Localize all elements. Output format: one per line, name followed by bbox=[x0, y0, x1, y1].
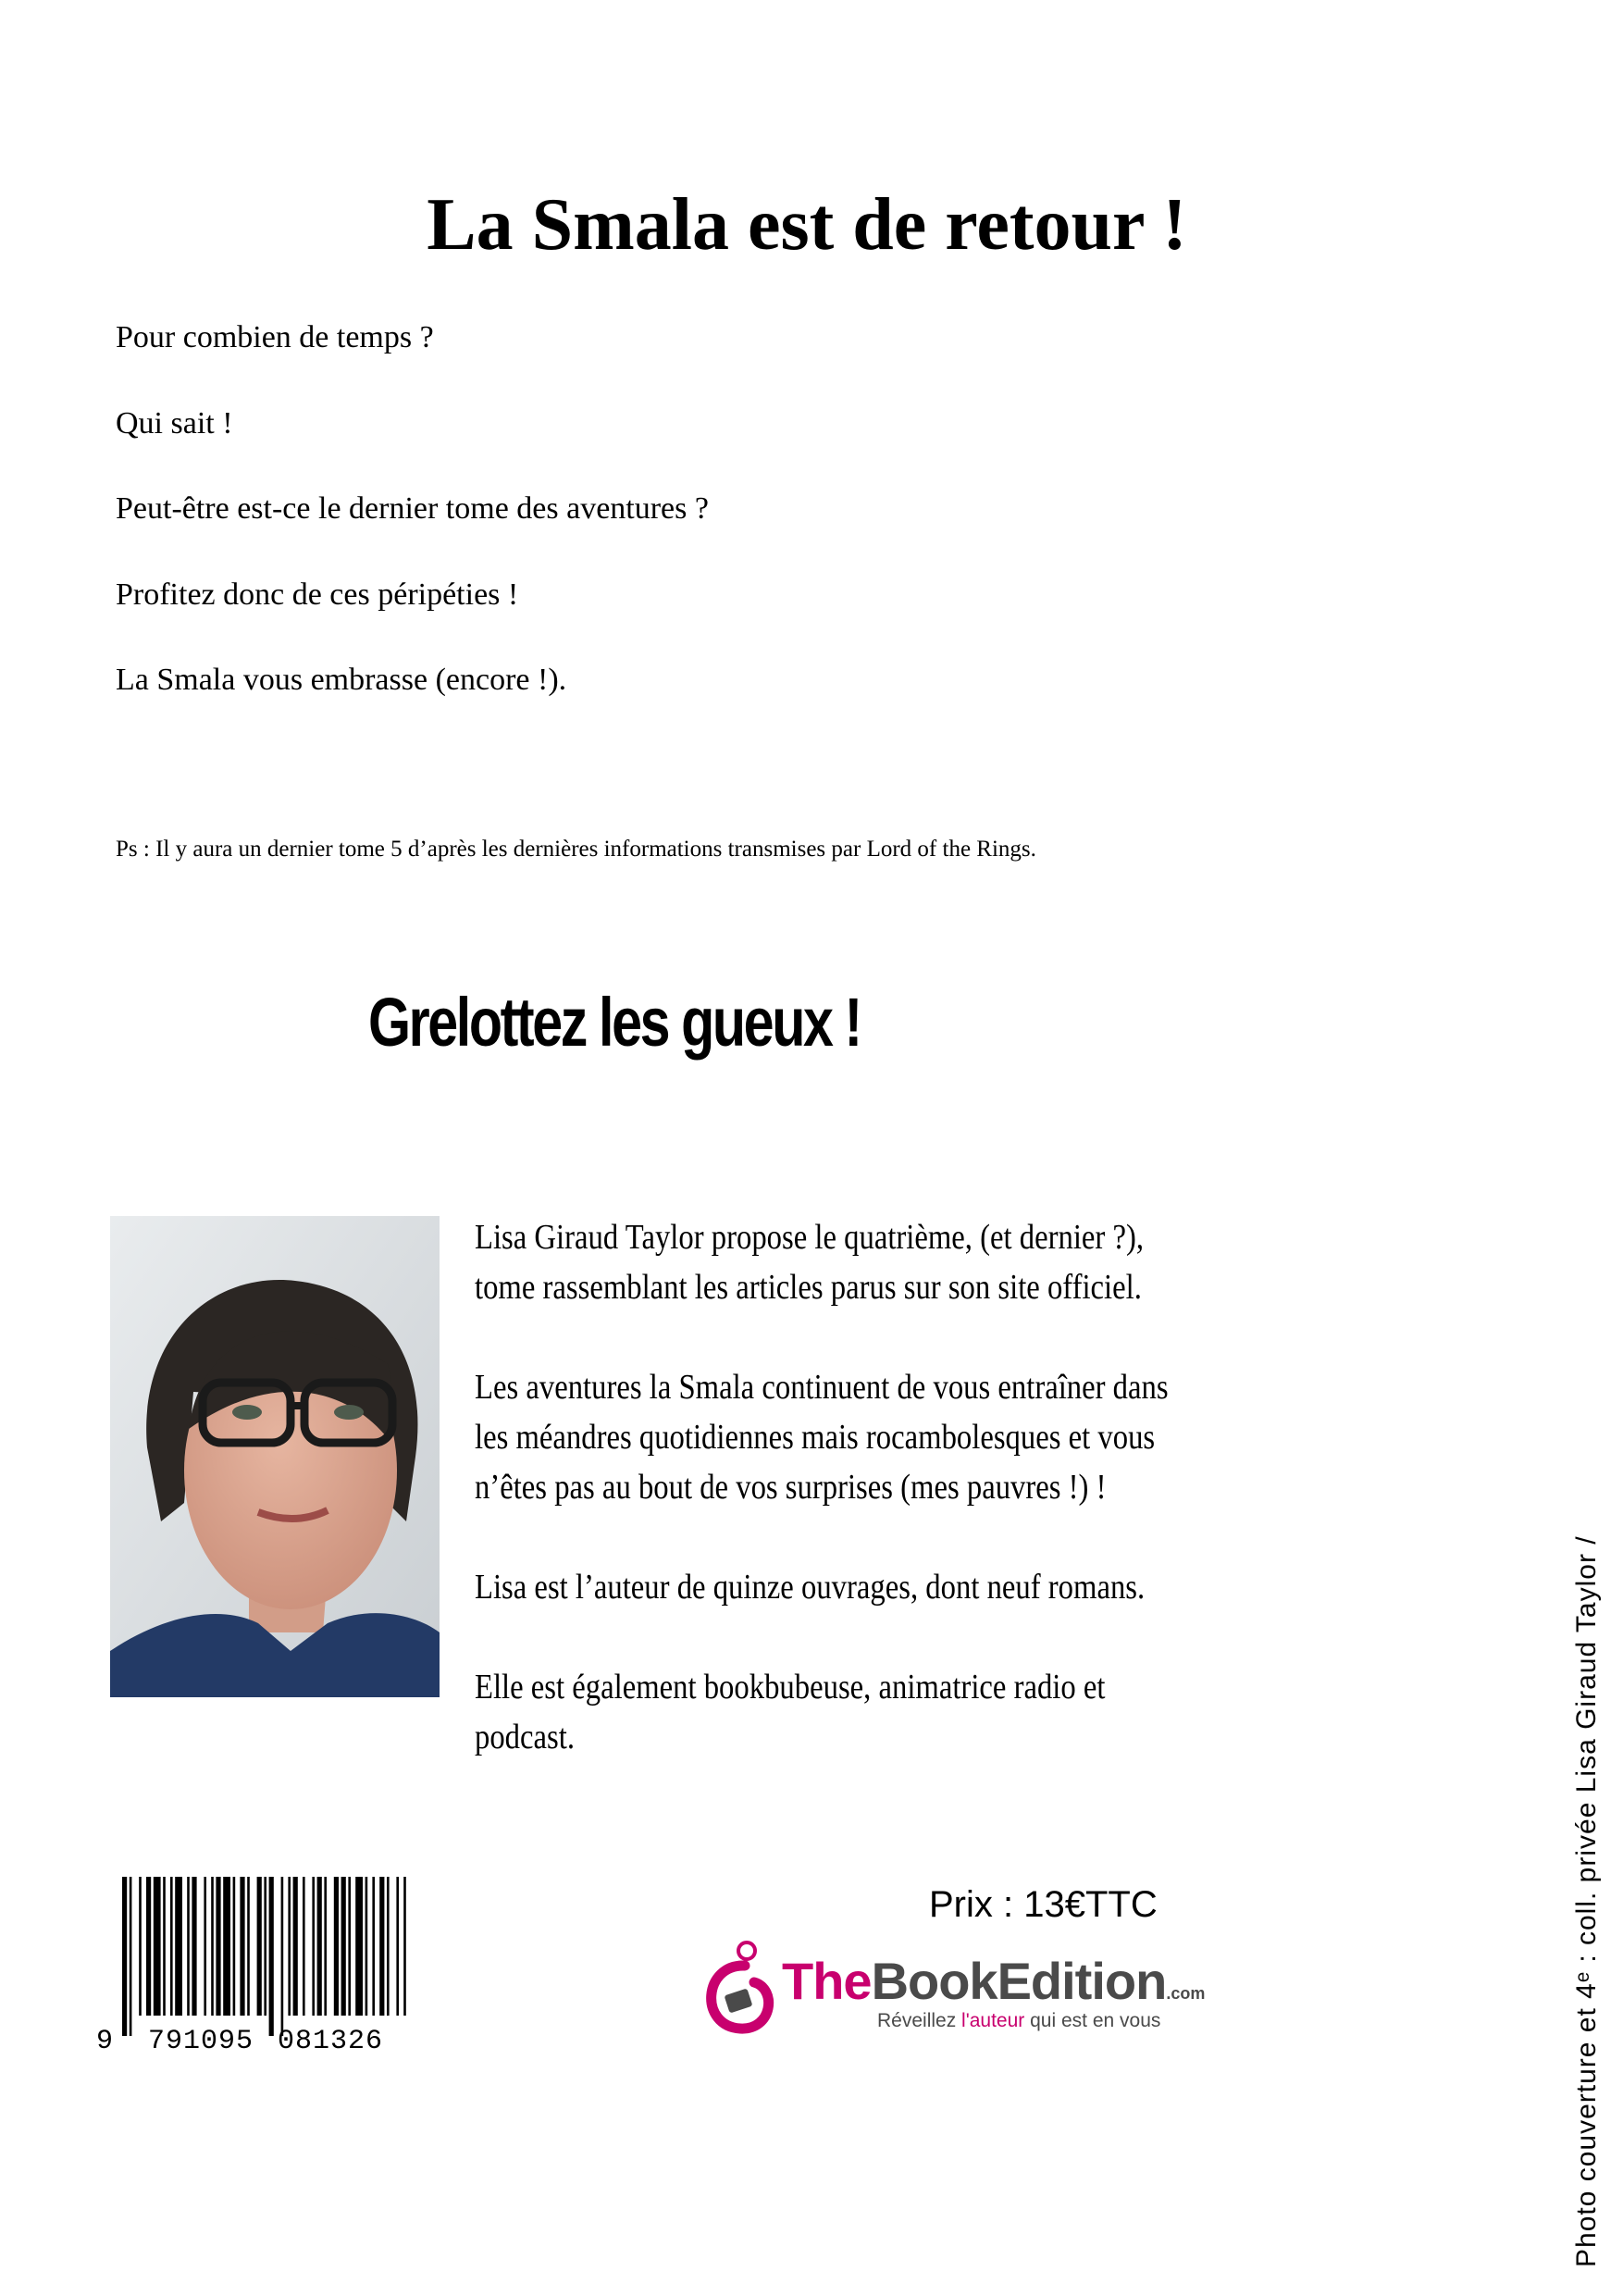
barcode-bar bbox=[348, 1877, 351, 2016]
bio-paragraph-4: Elle est également bookbubeuse, animatrice radio et podcast. bbox=[475, 1668, 1106, 1756]
barcode-bar bbox=[163, 1877, 166, 2016]
tagline-post: qui est en vous bbox=[1024, 2010, 1161, 2031]
barcode-bar bbox=[257, 1877, 262, 2016]
publisher-logo-icon bbox=[689, 1938, 782, 2040]
barcode-bar bbox=[334, 1877, 339, 2016]
barcode-bar bbox=[264, 1877, 266, 2016]
barcode-bar bbox=[139, 1877, 142, 2016]
bio-paragraph-2: Les aventures la Smala continuent de vous entraîner dans les méandres quotidiennes mais rocambolesques et vous n’êtes pas au bout de vos surprises (mes pauvres !) ! bbox=[475, 1368, 1169, 1507]
barcode-digits-right: 081326 bbox=[278, 2026, 384, 2053]
barcode-bar bbox=[293, 1877, 298, 2016]
bio-paragraph-1: Lisa Giraud Taylor propose le quatrième, (et dernier ?), tome rassemblant les articles parus sur son site officiel. bbox=[475, 1218, 1145, 1307]
tagline-highlight: l'auteur bbox=[961, 2010, 1025, 2031]
book-subtitle: Grelottez les gueux ! bbox=[368, 984, 861, 1061]
barcode-bar bbox=[281, 1877, 284, 2036]
barcode-bar bbox=[317, 1877, 322, 2016]
barcode-bar bbox=[204, 1877, 206, 2016]
intro-line-1: Pour combien de temps ? bbox=[116, 320, 434, 354]
barcode-bar bbox=[233, 1877, 236, 2016]
barcode-bar bbox=[303, 1877, 305, 2016]
barcode-bar bbox=[122, 1877, 127, 2036]
barcode-bar bbox=[170, 1877, 173, 2016]
barcode-bar bbox=[130, 1877, 132, 2036]
postscript: Ps : Il y aura un dernier tome 5 d’après les dernières informations transmises par Lord of the Rings. bbox=[116, 837, 1036, 862]
author-photo bbox=[110, 1216, 440, 1697]
barcode-bar bbox=[312, 1877, 315, 2016]
intro-line-5: La Smala vous embrasse (encore !). bbox=[116, 663, 567, 697]
barcode-bar bbox=[396, 1877, 399, 2016]
bio-paragraph-3: Lisa est l’auteur de quinze ouvrages, dont neuf romans. bbox=[475, 1568, 1146, 1607]
photo-credit: Photo couverture et 4ᵉ : coll. privée Lisa Giraud Taylor / bbox=[1571, 1535, 1602, 2267]
barcode-bar bbox=[288, 1877, 291, 2016]
publisher-tagline bbox=[877, 2010, 1160, 2032]
barcode-bar bbox=[192, 1877, 196, 2016]
barcode-bar bbox=[223, 1877, 230, 2016]
barcode-bar bbox=[324, 1877, 327, 2016]
barcode-bar bbox=[175, 1877, 182, 2016]
barcode-digit-first: 9 bbox=[96, 2026, 114, 2053]
barcode-bar bbox=[187, 1877, 190, 2016]
barcode-bar bbox=[403, 1877, 406, 2016]
barcode-digits-left: 791095 bbox=[148, 2026, 254, 2053]
tagline-pre: Réveillez bbox=[877, 2010, 962, 2031]
intro-line-2: Qui sait ! bbox=[116, 406, 233, 441]
publisher-logo bbox=[689, 1938, 1245, 2040]
barcode-bar bbox=[240, 1877, 244, 2016]
author-bio bbox=[475, 1212, 1191, 1812]
barcode-bar bbox=[247, 1877, 250, 2016]
intro-line-4: Profitez donc de ces péripéties ! bbox=[116, 577, 519, 612]
logo-the: The bbox=[782, 1952, 872, 2010]
barcode-bar bbox=[269, 1877, 274, 2036]
barcode-bar bbox=[355, 1877, 363, 2016]
barcode-bar bbox=[372, 1877, 375, 2016]
barcode-bar bbox=[211, 1877, 214, 2016]
barcode-bar bbox=[146, 1877, 151, 2016]
barcode-bar bbox=[154, 1877, 161, 2016]
barcode-bar bbox=[387, 1877, 390, 2016]
barcode-bar bbox=[379, 1877, 384, 2016]
barcode-bar bbox=[341, 1877, 346, 2016]
isbn-barcode bbox=[93, 1877, 407, 2053]
logo-book-edition: BookEdition bbox=[871, 1952, 1167, 2010]
barcode-bar bbox=[216, 1877, 220, 2016]
book-title: La Smala est de retour ! bbox=[427, 184, 1187, 266]
barcode-bar bbox=[365, 1877, 368, 2016]
intro-line-3: Peut-être est-ce le dernier tome des aventures ? bbox=[116, 491, 709, 526]
logo-com: .com bbox=[1166, 1984, 1206, 2003]
publisher-logo-name bbox=[782, 1951, 1205, 2011]
price-label: Prix : 13€TTC bbox=[929, 1884, 1158, 1925]
